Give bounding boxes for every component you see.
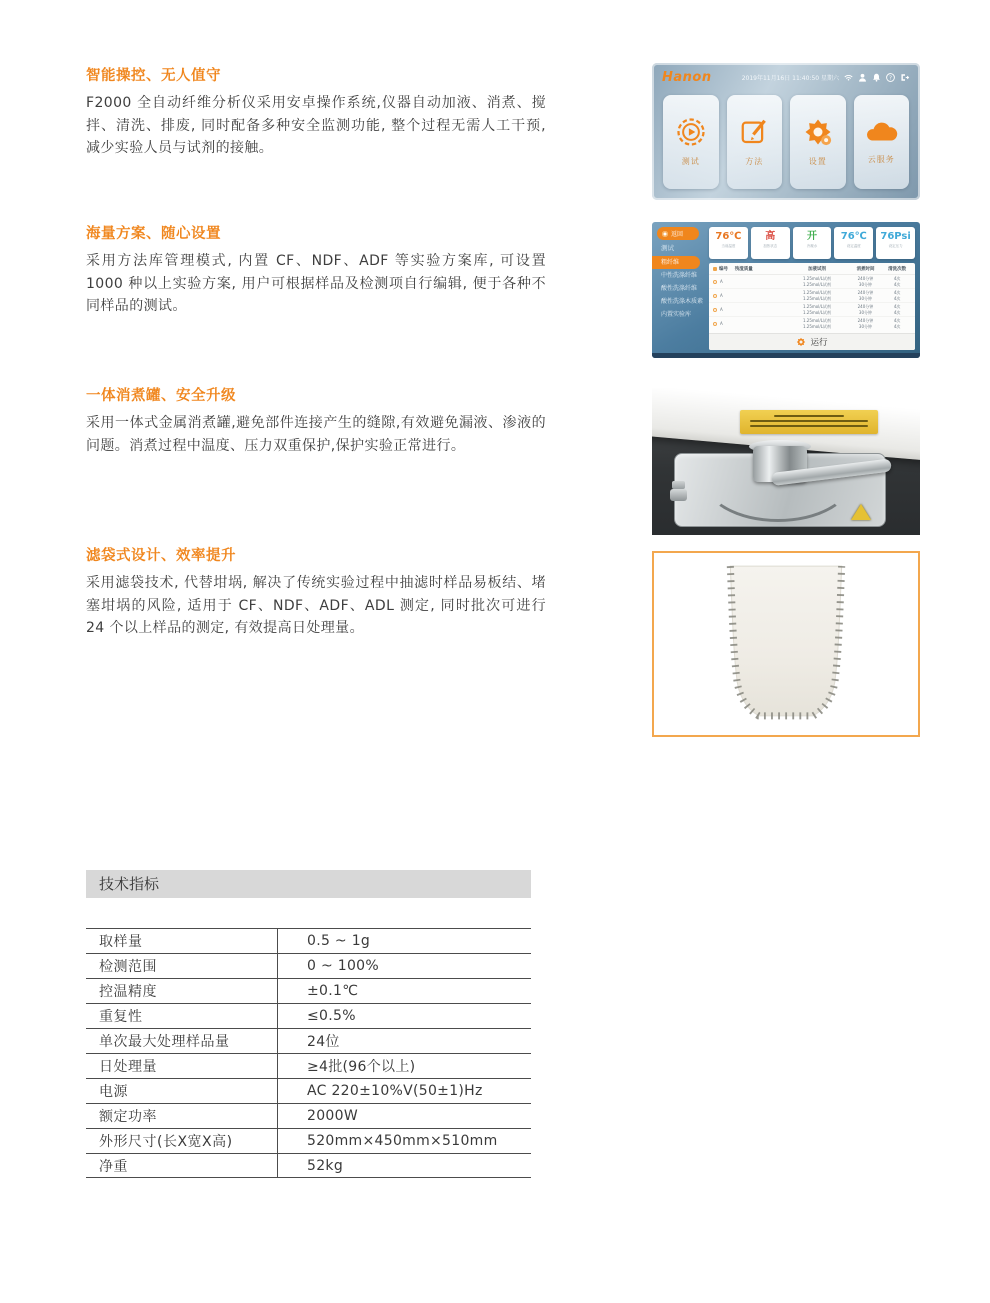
wash-value: 4次 xyxy=(893,309,901,315)
row-radio-icon[interactable] xyxy=(713,308,717,312)
time-value: 240分钟 xyxy=(857,304,874,309)
back-label: 返回 xyxy=(671,231,684,238)
wash-value: 4次 xyxy=(893,323,901,329)
spec-row xyxy=(86,1103,531,1128)
section-2-heading: 海量方案、随心设置 xyxy=(86,226,221,242)
col-header: 残渣质量 xyxy=(734,267,753,272)
reagent-value: 1.25mol/L试剂 xyxy=(802,295,831,301)
app-card-label: 云服务 xyxy=(867,155,895,164)
spec-key: 额定功率 xyxy=(99,1109,157,1125)
run-label: 运行 xyxy=(810,338,828,348)
wifi-icon xyxy=(844,73,853,81)
app-card-settings[interactable] xyxy=(790,95,846,189)
stat-card-current-temp xyxy=(709,227,748,259)
spec-value: ≥4批(96个以上) xyxy=(277,1054,531,1078)
section-1-heading: 智能操控、无人值守 xyxy=(86,68,221,84)
col-header: 消煮时间 xyxy=(856,267,875,272)
row-id: A xyxy=(720,307,723,312)
reagent-value: 1.25mol/L试剂 xyxy=(802,323,831,329)
time-value: 240分钟 xyxy=(857,290,874,295)
row-radio-icon[interactable] xyxy=(713,322,717,326)
sample-row[interactable] xyxy=(709,275,915,289)
reagent-value: 1.25mol/L试剂 xyxy=(802,281,831,287)
header-marker-icon xyxy=(713,267,717,271)
menu-item[interactable]: 酸性洗涤纤维 xyxy=(661,285,698,292)
tablet-statusbar xyxy=(742,73,910,82)
section-1-body: F2000 全自动纤维分析仪采用安卓操作系统,仪器自动加液、消煮、搅拌、清洗、排废, 同时配备多种安全监测功能, 整个过程无需人工干预, 减少实验人员与试剂的接触。 xyxy=(86,95,546,156)
stat-value: 76℃ xyxy=(840,231,867,242)
wash-value: 4次 xyxy=(893,304,901,309)
spec-key: 净重 xyxy=(99,1158,128,1175)
stat-value: 76℃ xyxy=(715,231,742,242)
stat-value: 高 xyxy=(765,231,776,242)
spec-value: ≤0.5% xyxy=(277,1004,531,1028)
spec-value: 0 ~ 100% xyxy=(277,954,531,978)
spec-row xyxy=(86,1078,531,1103)
menu-item[interactable]: 酸性洗涤木质素 xyxy=(661,298,704,305)
col-header: 加液试剂 xyxy=(807,267,826,272)
spec-row xyxy=(86,1053,531,1078)
wash-value: 4次 xyxy=(893,318,901,323)
spec-key: 取样量 xyxy=(99,934,143,950)
stat-value: 开 xyxy=(806,231,817,242)
sidebar-title: 测试 xyxy=(661,244,674,252)
menu-item[interactable]: 内置实验库 xyxy=(661,311,692,318)
filter-bag-photo xyxy=(652,551,920,737)
wash-value: 4次 xyxy=(893,276,901,281)
test-dial-icon xyxy=(676,117,706,147)
warning-label xyxy=(740,410,878,434)
spec-key: 单次最大处理样品量 xyxy=(99,1034,230,1050)
app-sidebar xyxy=(652,222,704,353)
label-line xyxy=(750,420,868,422)
spec-key: 日处理量 xyxy=(99,1059,157,1075)
spec-row xyxy=(86,978,531,1003)
bolt xyxy=(672,481,685,489)
spec-table xyxy=(86,928,531,1178)
sample-row[interactable] xyxy=(709,289,915,303)
menu-item[interactable]: 中性洗涤纤维 xyxy=(661,272,698,279)
spec-key: 外形尺寸(长X宽X高) xyxy=(99,1134,233,1150)
vessel-lid-plate xyxy=(674,453,886,527)
bolt xyxy=(670,489,687,501)
stat-label: 当前温度 xyxy=(721,244,736,248)
time-value: 30分钟 xyxy=(858,295,872,301)
reagent-value: 1.25mol/L试剂 xyxy=(802,290,831,295)
settings-gear-icon xyxy=(803,117,833,147)
stat-label: 加热状态 xyxy=(763,244,778,248)
user-icon[interactable] xyxy=(858,73,867,82)
tablet-app-grid xyxy=(663,95,909,189)
reagent-value: 1.25mol/L试剂 xyxy=(802,309,831,315)
spec-row xyxy=(86,1028,531,1053)
app-main xyxy=(704,222,920,353)
app-card-label: 方法 xyxy=(745,157,764,166)
logout-icon[interactable] xyxy=(900,73,910,82)
time-value: 30分钟 xyxy=(858,281,872,287)
spec-row xyxy=(86,953,531,978)
screen-bottom-strip xyxy=(652,353,920,358)
cloud-service-icon xyxy=(864,119,898,145)
sample-table-header xyxy=(709,263,915,275)
stat-card-heat-state xyxy=(751,227,790,259)
back-icon xyxy=(662,231,668,237)
svg-text:?: ? xyxy=(889,74,892,81)
wash-value: 4次 xyxy=(893,295,901,301)
tablet-home-screenshot xyxy=(652,63,920,200)
spec-key: 重复性 xyxy=(99,1009,143,1025)
label-line xyxy=(750,425,868,427)
spec-key: 检测范围 xyxy=(99,959,157,975)
method-edit-icon xyxy=(739,117,769,147)
bell-icon[interactable] xyxy=(872,73,881,82)
spec-row xyxy=(86,1003,531,1028)
wash-value: 4次 xyxy=(893,290,901,295)
stat-label: 设定温度 xyxy=(846,244,861,248)
back-button[interactable] xyxy=(657,227,699,240)
tablet-topbar xyxy=(652,63,920,91)
app-card-cloud[interactable] xyxy=(854,95,910,189)
status-datetime: 2019年11月16日 11:40:50 星期六 xyxy=(741,74,839,82)
wash-value: 4次 xyxy=(893,281,901,287)
app-card-test[interactable] xyxy=(663,95,719,189)
sample-row[interactable] xyxy=(709,317,915,330)
time-value: 240分钟 xyxy=(857,276,874,281)
app-card-label: 设置 xyxy=(808,157,827,166)
run-gear-icon xyxy=(796,337,806,347)
section-4-body: 采用滤袋技术, 代替坩埚, 解决了传统实验过程中抽滤时样品易板结、堵塞坩埚的风险, 适用于 CF、NDF、ADF、ADL 测定, 同时批次可进行 24 个以上样品的测定, 有效提高日处理量。 xyxy=(86,575,546,636)
spec-row xyxy=(86,928,531,953)
time-value: 240分钟 xyxy=(857,318,874,323)
section-3-body: 采用一体式金属消煮罐,避免部件连接产生的缝隙,有效避免漏液、渗液的问题。消煮过程中温度、压力双重保护,保护实验正常进行。 xyxy=(86,415,546,454)
menu-item-active[interactable]: 粗纤维 xyxy=(652,256,700,269)
spec-value: ±0.1℃ xyxy=(277,979,531,1003)
sample-table-panel xyxy=(709,263,915,350)
section-4-heading: 滤袋式设计、效率提升 xyxy=(86,548,236,564)
filter-bag-illustration xyxy=(698,560,874,728)
spec-value: AC 220±10%V(50±1)Hz xyxy=(277,1079,531,1103)
digestion-vessel-photo xyxy=(652,388,920,535)
section-2-body: 采用方法库管理模式, 内置 CF、NDF、ADF 等实验方案库, 可设置 1000 种以上实验方案, 用户可根据样品及检测项自行编辑, 便于各种不同样品的测试。 xyxy=(86,253,546,314)
stat-label: 冷凝水 xyxy=(806,244,818,248)
stat-card-set-pressure xyxy=(876,227,915,259)
reagent-value: 1.25mol/L试剂 xyxy=(802,304,831,309)
app-card-method[interactable] xyxy=(727,95,783,189)
stat-label: 设定压力 xyxy=(888,244,903,248)
row-id: A xyxy=(720,321,723,326)
hanon-logo: Hanon xyxy=(662,69,712,85)
col-header: 清洗次数 xyxy=(888,267,907,272)
row-id: A xyxy=(720,279,723,284)
spec-section-title: 技术指标 xyxy=(86,870,531,898)
reagent-value: 1.25mol/L试剂 xyxy=(802,318,831,323)
app-card-label: 测试 xyxy=(681,157,700,166)
section-3-heading: 一体消煮罐、安全升级 xyxy=(86,388,236,404)
stat-cards xyxy=(709,227,915,259)
time-value: 30分钟 xyxy=(858,309,872,315)
warning-triangle-icon xyxy=(851,504,871,520)
spec-value: 520mm×450mm×510mm xyxy=(277,1129,531,1153)
spec-value: 52kg xyxy=(277,1154,531,1177)
spec-value: 0.5 ~ 1g xyxy=(277,929,531,953)
spec-value: 24位 xyxy=(277,1029,531,1053)
row-radio-icon[interactable] xyxy=(713,294,717,298)
run-button[interactable] xyxy=(709,333,915,350)
help-icon[interactable] xyxy=(886,73,895,82)
sample-row[interactable] xyxy=(709,303,915,317)
spec-row xyxy=(86,1153,531,1178)
reagent-value: 1.25mol/L试剂 xyxy=(802,276,831,281)
stat-card-condenser xyxy=(793,227,832,259)
spec-key: 电源 xyxy=(99,1084,128,1100)
spec-row xyxy=(86,1128,531,1153)
spec-value: 2000W xyxy=(277,1104,531,1128)
label-line xyxy=(774,415,845,417)
row-id: A xyxy=(720,293,723,298)
col-header: 编号 xyxy=(719,267,728,272)
stat-card-set-temp xyxy=(834,227,873,259)
time-value: 30分钟 xyxy=(858,323,872,329)
stat-value: 76Psi xyxy=(880,231,911,242)
spec-key: 控温精度 xyxy=(99,984,157,1000)
row-radio-icon[interactable] xyxy=(713,280,717,284)
app-test-screenshot xyxy=(652,222,920,358)
